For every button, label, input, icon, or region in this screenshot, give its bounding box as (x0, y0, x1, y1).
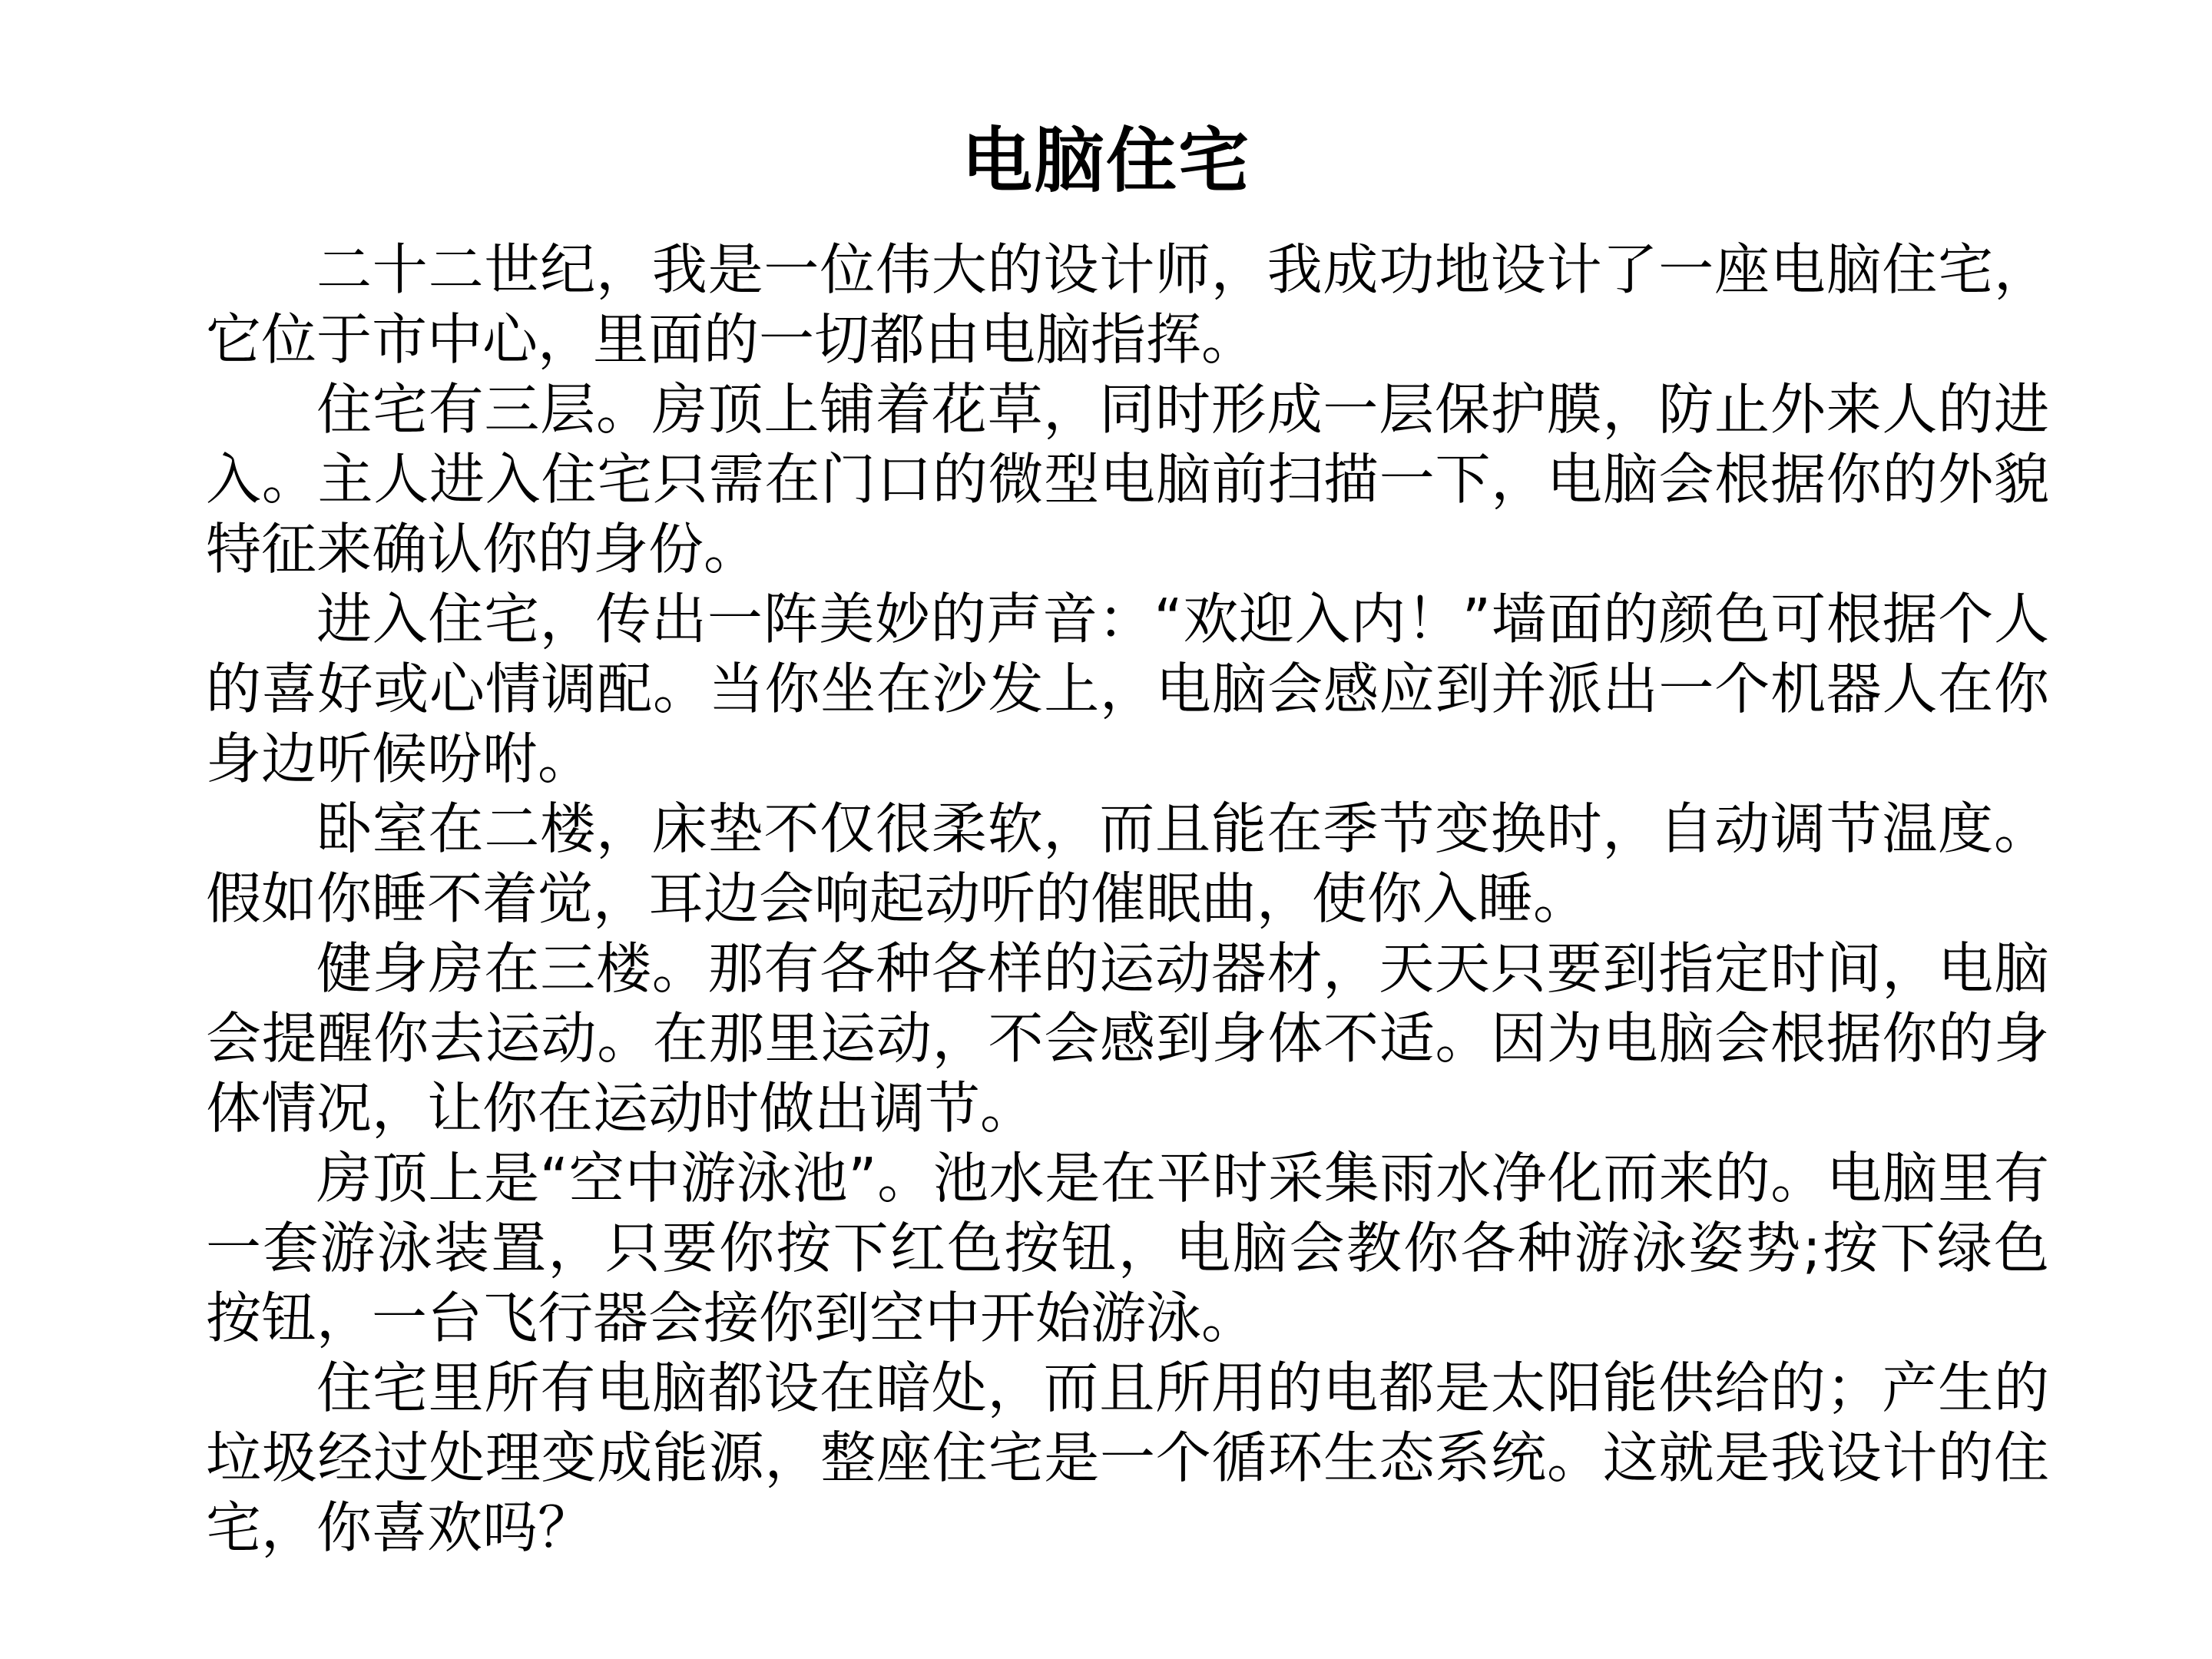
document-body (206, 235, 2049, 1563)
document-title: 电脑住宅 (961, 120, 1250, 202)
paragraph-2: 住宅有三层。房顶上铺着花草，同时形成一层保护膜，防止外来人的进入。主人进入住宅只需在门口的微型电脑前扫描一下，电脑会根据你的外貌特征来确认你的身份。 (206, 377, 2049, 581)
paragraph-1: 二十二世纪，我是一位伟大的设计师，我成功地设计了一座电脑住宅，它位于市中心，里面的一切都由电脑指挥。 (206, 237, 2049, 372)
paragraph-3: 进入住宅，传出一阵美妙的声音：“欢迎入内！”墙面的颜色可根据个人的喜好或心情调配。当你坐在沙发上，电脑会感应到并派出一个机器人在你身边听候吩咐。 (206, 587, 2049, 791)
paragraph-4: 卧室在二楼，床垫不仅很柔软，而且能在季节变换时，自动调节温度。假如你睡不着觉，耳边会响起动听的催眠曲，使你入睡。 (206, 796, 2049, 931)
paragraph-7: 住宅里所有电脑都设在暗处，而且所用的电都是太阳能供给的；产生的垃圾经过处理变成能源，整座住宅是一个循环生态系统。这就是我设计的住宅，你喜欢吗？ (206, 1356, 2049, 1560)
paragraph-6: 房顶上是“空中游泳池”。池水是在平时采集雨水净化而来的。电脑里有一套游泳装置，只要你按下红色按钮，电脑会教你各种游泳姿势;按下绿色按钮，一台飞行器会接你到空中开始游泳。 (206, 1146, 2049, 1350)
paragraph-5: 健身房在三楼。那有各种各样的运动器材，天天只要到指定时间，电脑会提醒你去运动。在那里运动，不会感到身体不适。因为电脑会根据你的身体情况，让你在运动时做出调节。 (206, 936, 2049, 1141)
